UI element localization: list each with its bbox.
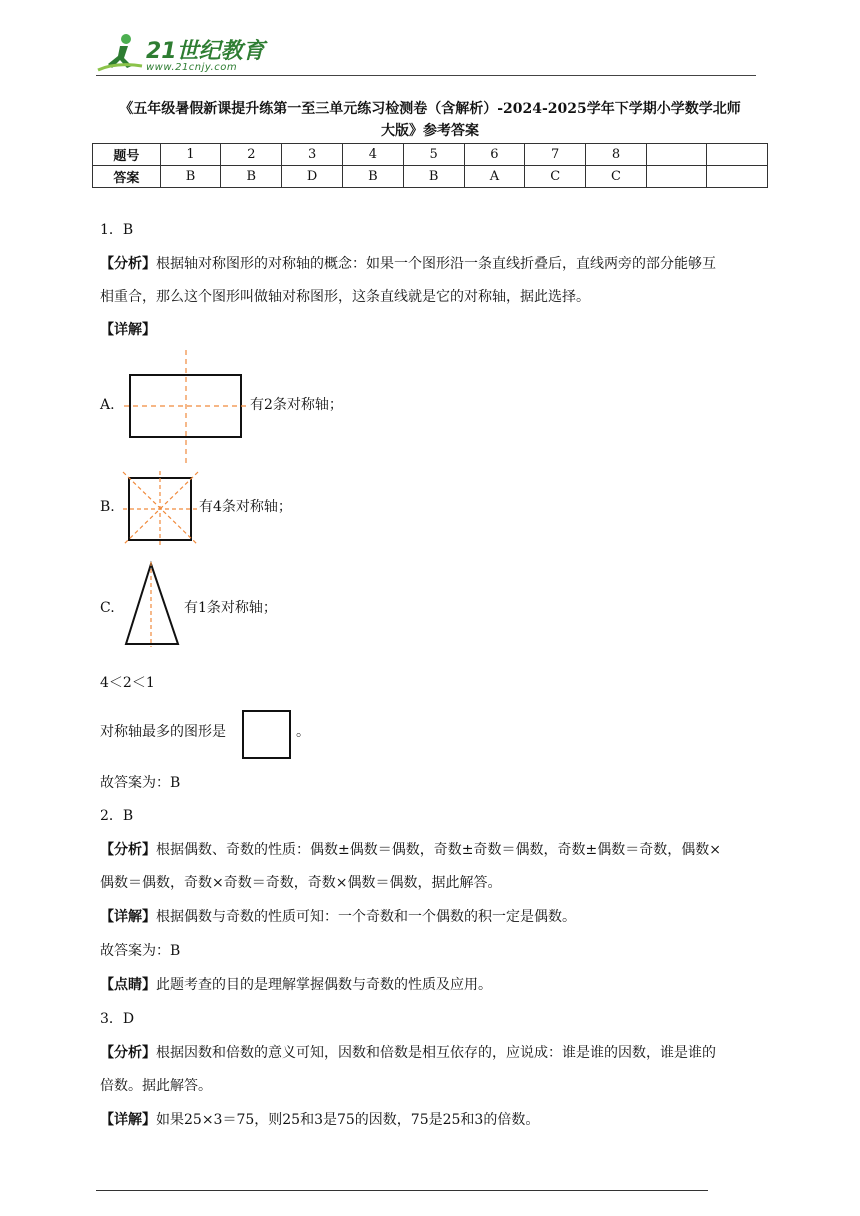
analysis-tag: 【分析】 [100, 256, 156, 272]
option-b-text: 有4条对称轴； [199, 499, 292, 515]
answer-cell: B [221, 166, 282, 188]
footer-divider [96, 1190, 708, 1191]
number-cell: 3 [282, 144, 343, 166]
answer-table [92, 143, 768, 188]
q1-answer: 故答案为：B [100, 775, 181, 791]
answer-cell: B [160, 166, 221, 188]
answer-cell [646, 166, 707, 188]
q1-detail-tag: 【详解】 [100, 322, 156, 338]
answer-cell: B [403, 166, 464, 188]
q2-heading: 2．B [100, 808, 134, 824]
number-cell [646, 144, 707, 166]
header-divider [96, 75, 756, 76]
page-header [96, 30, 756, 80]
detail-tag: 【详解】 [100, 1112, 156, 1128]
number-cell: 5 [403, 144, 464, 166]
triangle-one-axis-figure [122, 560, 184, 648]
q2-analysis-line-2: 偶数＝偶数，奇数×奇数＝奇数，奇数×偶数＝偶数，据此解答。 [100, 875, 502, 891]
option-a-text: 有2条对称轴； [250, 397, 343, 413]
q2-detail: 【详解】根据偶数与奇数的性质可知：一个奇数和一个偶数的积一定是偶数。 [100, 909, 576, 925]
q3-analysis-line-2: 倍数。据此解答。 [100, 1078, 212, 1094]
answer-cell: B [343, 166, 404, 188]
rectangle-two-axes-figure [122, 348, 250, 468]
answer-cell [707, 166, 768, 188]
answer-cell: C [586, 166, 647, 188]
row-label-number: 题号 [93, 144, 161, 166]
option-a-label: A. [100, 397, 115, 413]
q1-most-axes-text: 对称轴最多的图形是 [100, 724, 226, 740]
logo-runner-icon [96, 32, 144, 74]
analysis-tag: 【分析】 [100, 1045, 156, 1061]
q2-comment: 【点睛】此题考查的目的是理解掌握偶数与奇数的性质及应用。 [100, 977, 492, 993]
question-number-row [93, 144, 768, 166]
answer-cell: C [525, 166, 586, 188]
answer-cell: A [464, 166, 525, 188]
number-cell: 8 [586, 144, 647, 166]
comment-tag: 【点睛】 [100, 977, 156, 993]
q3-heading: 3．D [100, 1011, 135, 1027]
q2-analysis-line-1: 【分析】根据偶数、奇数的性质：偶数±偶数＝偶数，奇数±奇数＝偶数，奇数±偶数＝奇数，偶数× [100, 842, 721, 858]
option-c-label: C. [100, 600, 115, 616]
q1-most-axes-end: 。 [296, 724, 310, 740]
title-line-1: 《五年级暑假新课提升练第一至三单元练习检测卷（含解析）-2024-2025学年下学期小学数学北师 [119, 101, 741, 117]
logo-url: www.21cnjy.com [146, 62, 238, 73]
option-c-text: 有1条对称轴； [184, 600, 277, 616]
detail-tag: 【详解】 [100, 909, 156, 925]
q1-heading: 1．B [100, 222, 134, 238]
q1-analysis-line-1: 【分析】根据轴对称图形的对称轴的概念：如果一个图形沿一条直线折叠后，直线两旁的部分能够互 [100, 256, 716, 272]
logo-text: 21世纪教育 [146, 39, 265, 64]
row-label-answer: 答案 [93, 166, 161, 188]
number-cell: 6 [464, 144, 525, 166]
square-four-axes-figure [122, 470, 202, 546]
number-cell [707, 144, 768, 166]
q2-answer: 故答案为：B [100, 943, 181, 959]
answer-cell: D [282, 166, 343, 188]
square-figure [240, 708, 294, 760]
answer-row [93, 166, 768, 188]
analysis-tag: 【分析】 [100, 842, 156, 858]
number-cell: 4 [343, 144, 404, 166]
number-cell: 1 [160, 144, 221, 166]
q1-analysis-line-2: 相重合，那么这个图形叫做轴对称图形，这条直线就是它的对称轴，据此选择。 [100, 289, 590, 305]
q3-detail: 【详解】如果25×3＝75，则25和3是75的因数，75是25和3的倍数。 [100, 1112, 540, 1128]
number-cell: 7 [525, 144, 586, 166]
q3-analysis-line-1: 【分析】根据因数和倍数的意义可知，因数和倍数是相互依存的，应说成：谁是谁的因数，谁是谁的 [100, 1045, 716, 1061]
document-title [96, 98, 764, 142]
q1-comparison: 4＜2＜1 [100, 675, 155, 691]
title-line-2: 大版》参考答案 [381, 123, 479, 139]
option-b-label: B. [100, 499, 115, 515]
number-cell: 2 [221, 144, 282, 166]
